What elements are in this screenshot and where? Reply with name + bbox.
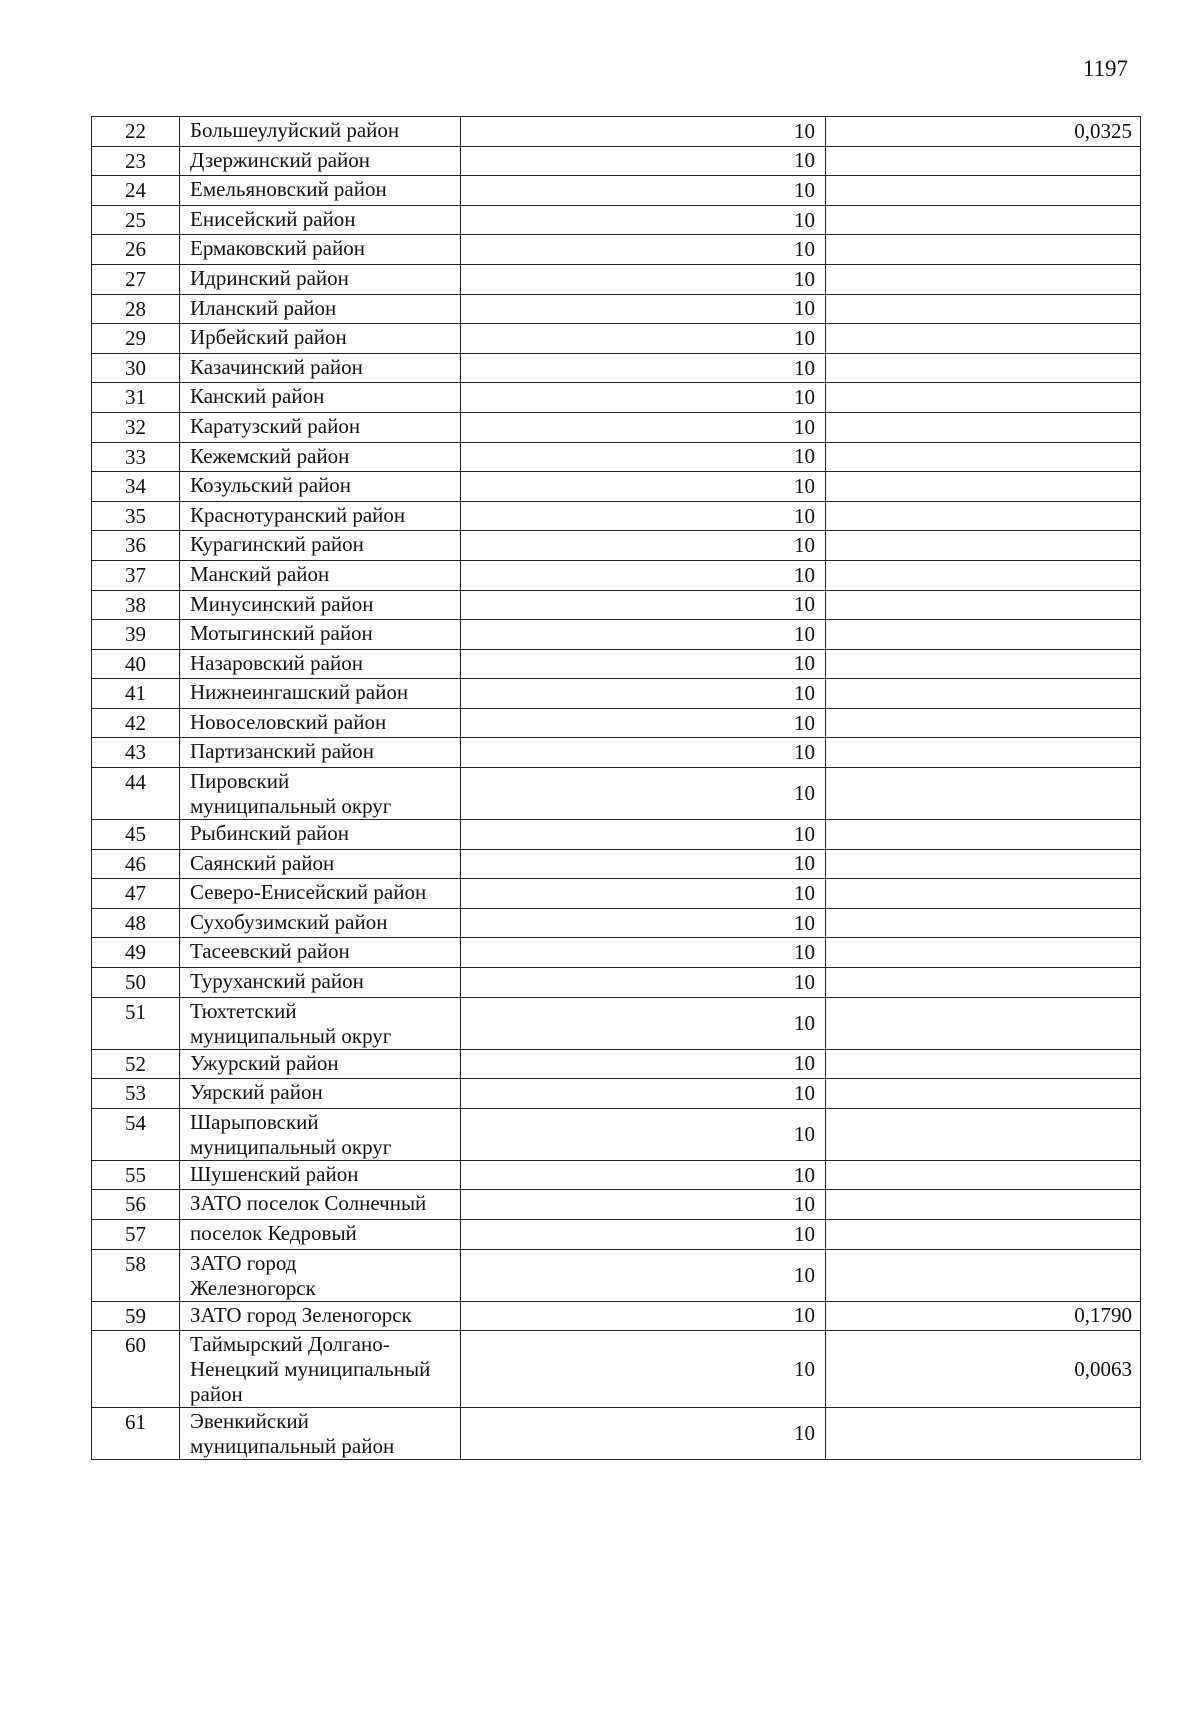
table-row [92, 620, 1141, 650]
table-row [92, 1301, 1141, 1331]
table-row [92, 1160, 1141, 1190]
municipality-name-line: Тюхтетский [190, 998, 297, 1023]
municipality-name: Новоселовский район [180, 708, 461, 738]
row-number: 40 [92, 649, 180, 679]
row-number: 27 [92, 264, 180, 294]
coefficient-cell: 0,0063 [826, 1331, 1141, 1408]
municipality-name: Тасеевский район [180, 938, 461, 968]
municipality-name: Канский район [180, 383, 461, 413]
value-cell: 10 [461, 1079, 826, 1109]
value-cell: 10 [461, 1108, 826, 1160]
municipality-name-line: Ненецкий муниципальный [190, 1357, 431, 1382]
value-cell: 10 [461, 908, 826, 938]
value-cell: 10 [461, 820, 826, 850]
municipality-name: Краснотуранский район [180, 501, 461, 531]
coefficient-cell [826, 1249, 1141, 1301]
value-cell: 10 [461, 879, 826, 909]
value-cell: 10 [461, 501, 826, 531]
municipality-name: Енисейский район [180, 205, 461, 235]
coefficient-cell [826, 1190, 1141, 1220]
row-number: 57 [92, 1220, 180, 1250]
row-number: 52 [92, 1049, 180, 1079]
municipality-name-line: муниципальный округ [190, 1134, 392, 1159]
table-row [92, 324, 1141, 354]
municipality-name: Кежемский район [180, 442, 461, 472]
municipality-name: Козульский район [180, 472, 461, 502]
municipality-name: Дзержинский район [180, 146, 461, 176]
table-row [92, 679, 1141, 709]
coefficient-cell [826, 235, 1141, 265]
municipality-name: Емельяновский район [180, 176, 461, 206]
coefficient-cell [826, 264, 1141, 294]
table-row [92, 708, 1141, 738]
value-cell: 10 [461, 353, 826, 383]
table-row [92, 1049, 1141, 1079]
value-cell: 10 [461, 1049, 826, 1079]
coefficient-cell [826, 649, 1141, 679]
coefficient-cell [826, 997, 1141, 1049]
table-row [92, 412, 1141, 442]
row-number: 51 [92, 997, 180, 1049]
table-row [92, 938, 1141, 968]
coefficient-cell [826, 708, 1141, 738]
coefficient-cell [826, 294, 1141, 324]
municipality-name: ЗАТО город Зеленогорск [180, 1301, 461, 1331]
coefficient-cell [826, 908, 1141, 938]
value-cell: 10 [461, 1408, 826, 1460]
table-row [92, 1249, 1141, 1301]
coefficient-cell [826, 353, 1141, 383]
coefficient-cell: 0,0325 [826, 117, 1141, 147]
table-row [92, 768, 1141, 820]
row-number: 30 [92, 353, 180, 383]
value-cell: 10 [461, 531, 826, 561]
row-number: 25 [92, 205, 180, 235]
table-row [92, 235, 1141, 265]
coefficient-cell [826, 1108, 1141, 1160]
value-cell: 10 [461, 117, 826, 147]
coefficient-cell [826, 531, 1141, 561]
table-row [92, 590, 1141, 620]
row-number: 28 [92, 294, 180, 324]
coefficient-cell [826, 820, 1141, 850]
value-cell: 10 [461, 1331, 826, 1408]
municipality-name [180, 1331, 461, 1408]
municipality-name: Рыбинский район [180, 820, 461, 850]
municipality-name: Курагинский район [180, 531, 461, 561]
municipality-name [180, 1249, 461, 1301]
table-row [92, 968, 1141, 998]
row-number: 42 [92, 708, 180, 738]
coefficient-cell [826, 620, 1141, 650]
table-row [92, 997, 1141, 1049]
coefficient-cell [826, 560, 1141, 590]
coefficient-cell [826, 768, 1141, 820]
municipality-name: Ужурский район [180, 1049, 461, 1079]
value-cell: 10 [461, 560, 826, 590]
value-cell: 10 [461, 849, 826, 879]
row-number: 36 [92, 531, 180, 561]
municipality-name: Туруханский район [180, 968, 461, 998]
table-row [92, 1108, 1141, 1160]
value-cell: 10 [461, 264, 826, 294]
value-cell: 10 [461, 176, 826, 206]
table-row [92, 294, 1141, 324]
municipality-name-line: муниципальный округ [190, 794, 392, 819]
table-row [92, 1331, 1141, 1408]
table-row [92, 353, 1141, 383]
row-number: 32 [92, 412, 180, 442]
coefficient-cell [826, 1408, 1141, 1460]
table-row [92, 442, 1141, 472]
municipality-name-line: Таймырский Долгано- [190, 1332, 390, 1357]
value-cell: 10 [461, 324, 826, 354]
municipality-name: Уярский район [180, 1079, 461, 1109]
table-row [92, 1220, 1141, 1250]
row-number: 60 [92, 1331, 180, 1408]
coefficient-cell [826, 1079, 1141, 1109]
value-cell: 10 [461, 442, 826, 472]
municipality-name-line: Шарыповский [190, 1109, 319, 1134]
coefficient-cell [826, 472, 1141, 502]
table-row [92, 849, 1141, 879]
table-row [92, 205, 1141, 235]
row-number: 38 [92, 590, 180, 620]
coefficient-cell [826, 442, 1141, 472]
row-number: 41 [92, 679, 180, 709]
municipality-name: Партизанский район [180, 738, 461, 768]
municipality-name: Иланский район [180, 294, 461, 324]
row-number: 37 [92, 560, 180, 590]
municipality-name: Каратузский район [180, 412, 461, 442]
municipality-name: Шушенский район [180, 1160, 461, 1190]
table-row [92, 908, 1141, 938]
municipality-name-line: Железногорск [190, 1275, 316, 1300]
municipality-name: Нижнеингашский район [180, 679, 461, 709]
table-row [92, 146, 1141, 176]
municipality-name: поселок Кедровый [180, 1220, 461, 1250]
row-number: 54 [92, 1108, 180, 1160]
value-cell: 10 [461, 1190, 826, 1220]
municipality-name: Казачинский район [180, 353, 461, 383]
value-cell: 10 [461, 938, 826, 968]
row-number: 55 [92, 1160, 180, 1190]
value-cell: 10 [461, 383, 826, 413]
row-number: 50 [92, 968, 180, 998]
coefficient-cell [826, 324, 1141, 354]
coefficient-cell [826, 412, 1141, 442]
value-cell: 10 [461, 738, 826, 768]
value-cell: 10 [461, 649, 826, 679]
coefficient-cell [826, 938, 1141, 968]
municipality-name: Мотыгинский район [180, 620, 461, 650]
row-number: 34 [92, 472, 180, 502]
value-cell: 10 [461, 997, 826, 1049]
value-cell: 10 [461, 590, 826, 620]
value-cell: 10 [461, 146, 826, 176]
municipality-name: Идринский район [180, 264, 461, 294]
value-cell: 10 [461, 620, 826, 650]
municipality-name: Сухобузимский район [180, 908, 461, 938]
municipality-name-line: муниципальный район [190, 1434, 395, 1459]
table-row [92, 264, 1141, 294]
municipality-name-line: муниципальный округ [190, 1023, 392, 1048]
value-cell: 10 [461, 235, 826, 265]
table-row [92, 501, 1141, 531]
row-number: 35 [92, 501, 180, 531]
municipality-name: Ермаковский район [180, 235, 461, 265]
row-number: 31 [92, 383, 180, 413]
value-cell: 10 [461, 294, 826, 324]
row-number: 58 [92, 1249, 180, 1301]
table-row [92, 117, 1141, 147]
row-number: 48 [92, 908, 180, 938]
coefficient-cell [826, 679, 1141, 709]
municipality-name: Назаровский район [180, 649, 461, 679]
municipality-name [180, 1108, 461, 1160]
row-number: 43 [92, 738, 180, 768]
value-cell: 10 [461, 968, 826, 998]
coefficient-cell [826, 1220, 1141, 1250]
table-row [92, 879, 1141, 909]
table-row [92, 1190, 1141, 1220]
table-row [92, 1079, 1141, 1109]
municipality-name-line: район [190, 1382, 243, 1407]
municipality-name-line: Эвенкийский [190, 1409, 309, 1434]
value-cell: 10 [461, 1220, 826, 1250]
coefficient-cell [826, 146, 1141, 176]
table-row [92, 1408, 1141, 1460]
value-cell: 10 [461, 768, 826, 820]
coefficient-cell [826, 849, 1141, 879]
coefficient-cell [826, 176, 1141, 206]
coefficient-cell [826, 738, 1141, 768]
coefficient-cell [826, 968, 1141, 998]
value-cell: 10 [461, 472, 826, 502]
row-number: 61 [92, 1408, 180, 1460]
page-number: 1197 [1082, 56, 1128, 81]
value-cell: 10 [461, 1301, 826, 1331]
table-row [92, 560, 1141, 590]
value-cell: 10 [461, 708, 826, 738]
municipality-name [180, 768, 461, 820]
coefficient-cell [826, 383, 1141, 413]
table-body [92, 117, 1141, 1460]
row-number: 29 [92, 324, 180, 354]
row-number: 56 [92, 1190, 180, 1220]
table-row [92, 472, 1141, 502]
row-number: 33 [92, 442, 180, 472]
row-number: 53 [92, 1079, 180, 1109]
coefficient-cell [826, 1160, 1141, 1190]
coefficient-cell [826, 501, 1141, 531]
municipality-name [180, 997, 461, 1049]
table-row [92, 820, 1141, 850]
value-cell: 10 [461, 1160, 826, 1190]
municipality-name [180, 1408, 461, 1460]
value-cell: 10 [461, 412, 826, 442]
row-number: 45 [92, 820, 180, 850]
row-number: 46 [92, 849, 180, 879]
value-cell: 10 [461, 205, 826, 235]
municipality-name: Манский район [180, 560, 461, 590]
row-number: 24 [92, 176, 180, 206]
municipality-name: Большеулуйский район [180, 117, 461, 147]
municipality-name: ЗАТО поселок Солнечный [180, 1190, 461, 1220]
row-number: 59 [92, 1301, 180, 1331]
row-number: 26 [92, 235, 180, 265]
row-number: 44 [92, 768, 180, 820]
coefficient-cell [826, 879, 1141, 909]
value-cell: 10 [461, 679, 826, 709]
coefficient-cell [826, 205, 1141, 235]
coefficient-cell [826, 1049, 1141, 1079]
municipality-name-line: Пировский [190, 769, 290, 794]
row-number: 49 [92, 938, 180, 968]
value-cell: 10 [461, 1249, 826, 1301]
coefficient-cell [826, 590, 1141, 620]
row-number: 47 [92, 879, 180, 909]
municipality-name: Саянский район [180, 849, 461, 879]
municipality-name: Минусинский район [180, 590, 461, 620]
municipality-name: Северо-Енисейский район [180, 879, 461, 909]
table-row [92, 531, 1141, 561]
table-row [92, 738, 1141, 768]
row-number: 39 [92, 620, 180, 650]
municipality-name: Ирбейский район [180, 324, 461, 354]
municipality-name-line: ЗАТО город [190, 1250, 297, 1275]
table-row [92, 383, 1141, 413]
district-table [91, 116, 1141, 1460]
table-row [92, 649, 1141, 679]
row-number: 22 [92, 117, 180, 147]
row-number: 23 [92, 146, 180, 176]
coefficient-cell: 0,1790 [826, 1301, 1141, 1331]
table-row [92, 176, 1141, 206]
